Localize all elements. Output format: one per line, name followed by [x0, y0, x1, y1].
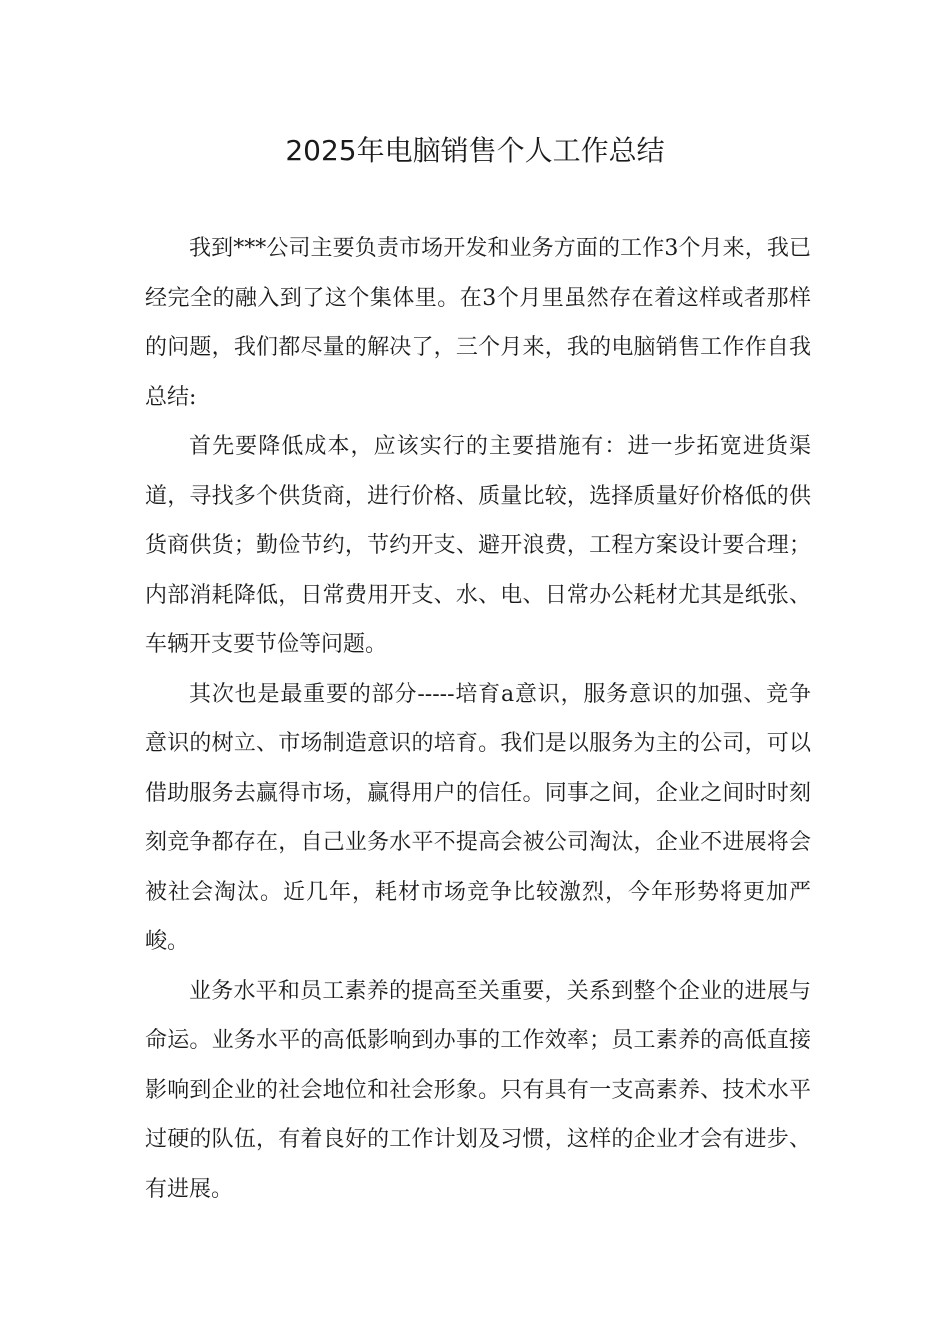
- document-body: [145, 224, 811, 1214]
- paragraph-cost-reduction: 首先要降低成本，应该实行的主要措施有：进一步拓宽进货渠道，寻找多个供货商，进行价格、质量比较，选择质量好价格低的供货商供货；勤俭节约，节约开支、避开浪费，工程方案设计要合理；内部消耗降低，日常费用开支、水、电、日常办公耗材尤其是纸张、车辆开支要节俭等问题。: [145, 434, 811, 657]
- paragraph-staff-quality: 业务水平和员工素养的提高至关重要，关系到整个企业的进展与命运。业务水平的高低影响到办事的工作效率；员工素养的高低直接影响到企业的社会地位和社会形象。只有具有一支高素养、技术水平过硬的队伍，有着良好的工作计划及习惯，这样的企业才会有进步、有进展。: [145, 978, 811, 1202]
- paragraph-awareness: 其次也是最重要的部分-----培育a意识，服务意识的加强、竞争意识的树立、市场制造意识的培育。我们是以服务为主的公司，可以借助服务去赢得市场，赢得用户的信任。同事之间，企业之间时时刻刻竞争都存在，自己业务水平不提高会被公司淘汰，企业不进展将会被社会淘汰。近几年，耗材市场竞争比较激烈，今年形势将更加严峻。: [145, 681, 811, 954]
- document-title: 2025年电脑销售个人工作总结: [285, 134, 665, 167]
- paragraph-intro: 我到***公司主要负责市场开发和业务方面的工作3个月来，我已经完全的融入到了这个集体里。在3个月里虽然存在着这样或者那样的问题，我们都尽量的解决了，三个月来，我的电脑销售工作作自我总结:: [145, 236, 811, 410]
